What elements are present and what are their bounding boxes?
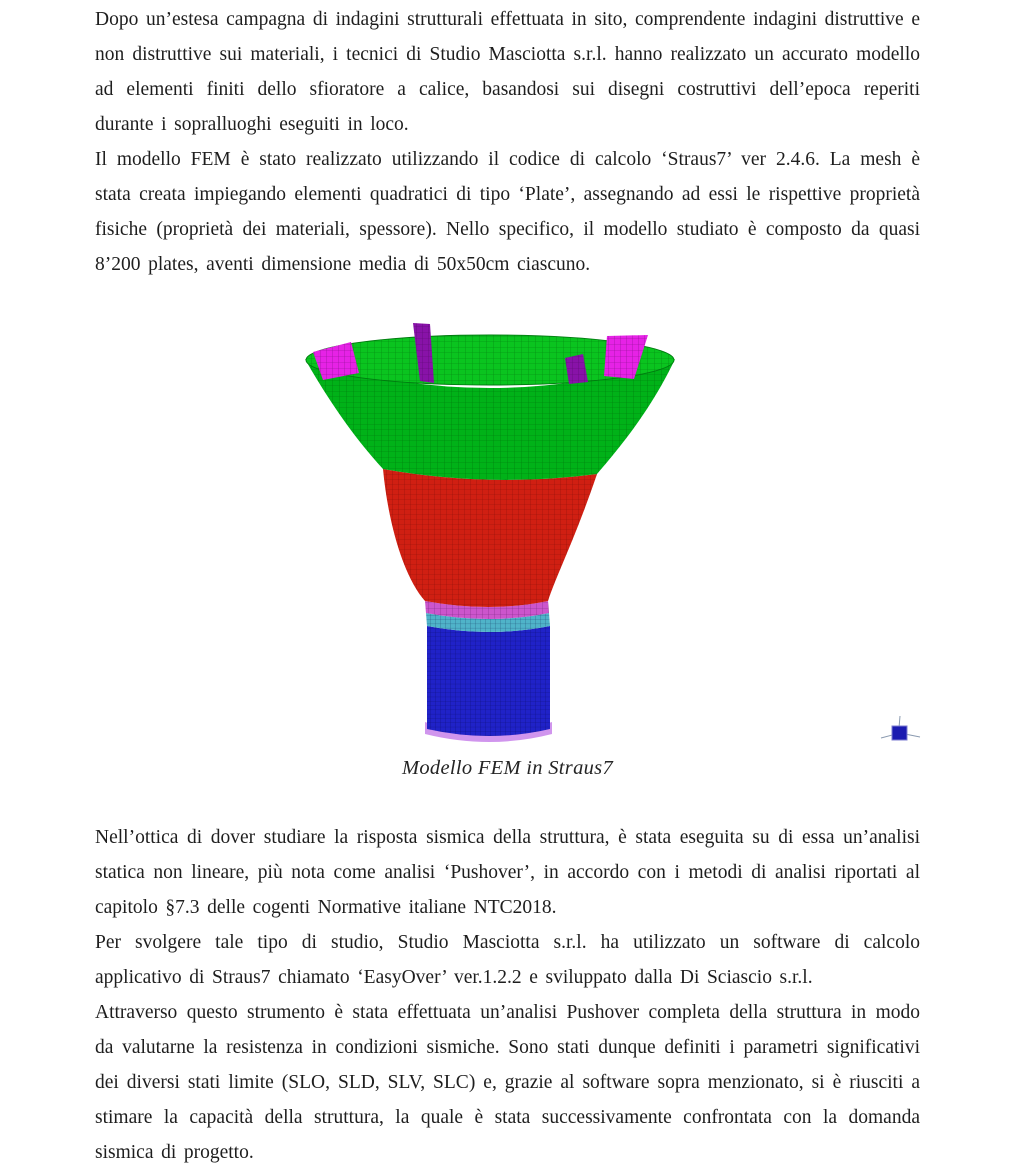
shaft-blue-section xyxy=(427,626,550,736)
mesh-overlay xyxy=(383,469,597,607)
paragraph-2: Il modello FEM è stato realizzato utilizzando il codice di calcolo ‘Straus7’ ver 2.4.6. La mesh è stata creata impiegando elementi quadratici di tipo ‘Plate’, assegnando ad essi le rispettive proprietà fisiche (proprietà dei materiali, spessore). Nello specifico, il modello studiato è composto da quasi 8’200 plates, aventi dimensione media di 50x50cm ciascuno. xyxy=(95,149,920,275)
figure-caption: Modello FEM in Straus7 xyxy=(401,757,613,779)
paragraph-4: Per svolgere tale tipo di studio, Studio Masciotta s.r.l. ha utilizzato un software di calcolo applicativo di Straus7 chiamato ‘EasyOver’ ver.1.2.2 e sviluppato dalla Di Sciascio s.r.l. xyxy=(95,932,920,988)
axes-cube xyxy=(892,726,907,740)
body-text-bottom xyxy=(95,820,920,1170)
mesh-overlay xyxy=(427,626,550,736)
paragraph-5: Attraverso questo strumento è stata effettuata un’analisi Pushover completa della struttura in modo da valutarne la resistenza in condizioni sismiche. Sono stati dunque definiti i parametri significativi dei diversi stati limite (SLO, SLD, SLV, SLC) e, grazie al software sopra menzionato, si è riusciti a stimare la capacità della struttura, la quale è stata successivamente confrontata con la domanda sismica di progetto. xyxy=(95,1002,920,1163)
axes-triad-icon xyxy=(876,712,924,752)
paragraph-3: Nell’ottica di dover studiare la risposta sismica della struttura, è stata eseguita su di essa un’analisi statica non lineare, più nota come analisi ‘Pushover’, in accordo con i metodi di analisi riportati al capitolo §7.3 delle cogenti Normative italiane NTC2018. xyxy=(95,827,920,918)
fem-model-graphic xyxy=(290,314,690,751)
cone-red-section xyxy=(383,469,597,607)
fem-figure xyxy=(95,314,920,751)
paragraph-1: Dopo un’estesa campagna di indagini strutturali effettuata in sito, comprendente indagini distruttive e non distruttive sui materiali, i tecnici di Studio Masciotta s.r.l. hanno realizzato un accurato modello ad elementi finiti dello sfioratore a calice, basandosi sui disegni costruttivi dell’epoca reperiti durante i sopralluoghi eseguiti in loco. xyxy=(95,9,920,135)
body-text-top xyxy=(95,2,920,282)
